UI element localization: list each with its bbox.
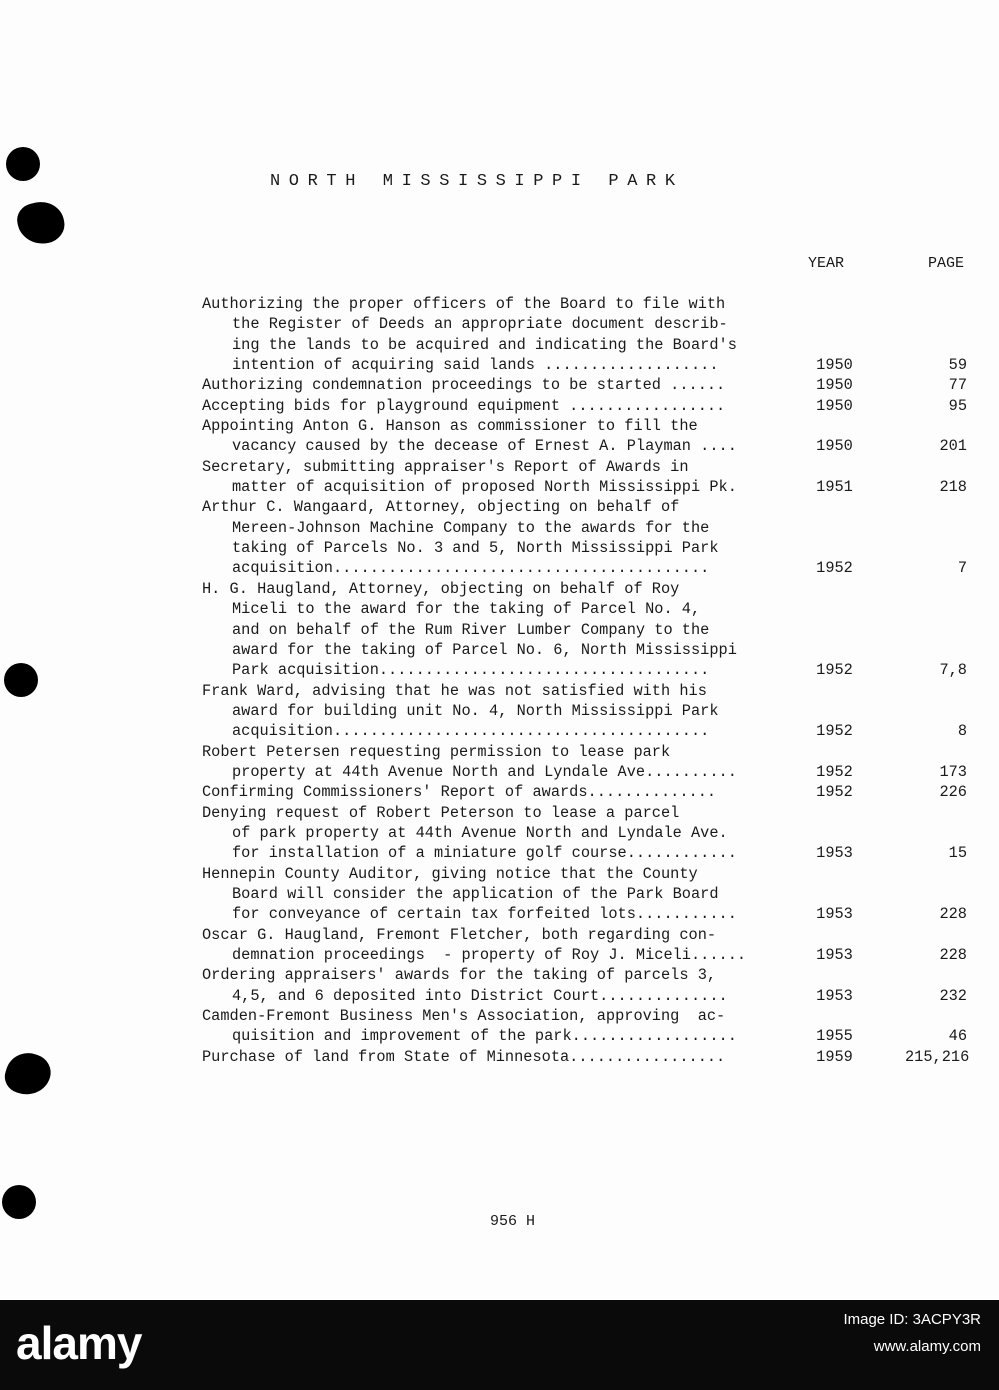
entry-text: property at 44th Avenue North and Lyndale Ave.......... xyxy=(232,762,737,781)
entry-line xyxy=(0,1026,999,1046)
entry-text: matter of acquisition of proposed North Mississippi Pk. xyxy=(232,478,737,497)
entry-line xyxy=(0,436,999,456)
entry-line xyxy=(0,314,999,334)
entry-line xyxy=(0,477,999,497)
year-column-header: YEAR xyxy=(808,255,845,272)
entry-page: 59 xyxy=(948,356,967,375)
entry-text: taking of Parcels No. 3 and 5, North Mississippi Park xyxy=(232,539,719,558)
entry-year: 1955 xyxy=(816,1027,853,1046)
entry-page: 15 xyxy=(948,844,967,863)
entry-page: 173 xyxy=(939,762,967,781)
watermark-site: www.alamy.com xyxy=(873,1338,981,1355)
entry-year: 1950 xyxy=(816,396,853,415)
entry-page: 232 xyxy=(939,986,967,1005)
entry-text: Ordering appraisers' awards for the taking of parcels 3, xyxy=(202,966,717,985)
entry-page: 218 xyxy=(939,478,967,497)
entry-page: 201 xyxy=(939,437,967,456)
entry-page: 7,8 xyxy=(939,661,967,680)
entry-line xyxy=(0,294,999,314)
page-title: NORTH MISSISSIPPI PARK xyxy=(270,172,684,191)
entry-year: 1953 xyxy=(816,905,853,924)
entry-page: 8 xyxy=(957,722,967,741)
entry-year: 1953 xyxy=(816,946,853,964)
entry-text: Park acquisition.................................... xyxy=(232,661,710,680)
entry-text: of park property at 44th Avenue North and Lyndale Ave. xyxy=(232,823,728,842)
entry-page: 95 xyxy=(948,396,967,415)
entry-line xyxy=(0,701,999,721)
entry-page: 215,216 xyxy=(905,1047,970,1066)
entry-line xyxy=(0,782,999,802)
entry-text: and on behalf of the Rum River Lumber Company to the xyxy=(232,620,710,639)
entry-text: for conveyance of certain tax forfeited lots........... xyxy=(232,905,737,924)
entry-text: Arthur C. Wangaard, Attorney, objecting on behalf of xyxy=(202,498,680,517)
entry-text: Miceli to the award for the taking of Parcel No. 4, xyxy=(232,600,701,619)
entry-text: demnation proceedings - property of Roy J. Miceli...... xyxy=(232,946,747,964)
entry-text: the Register of Deeds an appropriate document describ- xyxy=(232,315,728,334)
entry-text: Appointing Anton G. Hanson as commissioner to fill the xyxy=(202,417,698,436)
entry-year: 1953 xyxy=(816,986,853,1005)
entry-text: Secretary, submitting appraiser's Report of Awards in xyxy=(202,457,689,476)
entry-text: Authorizing the proper officers of the Board to file with xyxy=(202,295,726,313)
entry-year: 1951 xyxy=(816,478,853,497)
entry-line xyxy=(0,945,999,965)
entry-page: 46 xyxy=(948,1027,967,1046)
entry-year: 1959 xyxy=(816,1047,853,1066)
entry-line xyxy=(0,660,999,680)
entry-line xyxy=(0,884,999,904)
entry-line xyxy=(0,1047,999,1067)
entry-text: Denying request of Robert Peterson to lease a parcel xyxy=(202,803,680,822)
entry-text: Oscar G. Haugland, Fremont Fletcher, both regarding con- xyxy=(202,925,717,944)
entry-page: 226 xyxy=(939,783,967,802)
entry-line xyxy=(0,986,999,1006)
entry-year: 1952 xyxy=(816,559,853,578)
entry-line xyxy=(0,558,999,578)
entry-line xyxy=(0,396,999,416)
entry-year: 1950 xyxy=(816,376,853,395)
entry-text: quisition and improvement of the park.................. xyxy=(232,1027,737,1046)
entry-line xyxy=(0,599,999,619)
entry-line xyxy=(0,457,999,477)
entry-text: acquisition......................................... xyxy=(232,559,710,578)
entry-text: for installation of a miniature golf course............ xyxy=(232,844,737,863)
entry-text: Purchase of land from State of Minnesota................. xyxy=(202,1047,726,1066)
entry-line xyxy=(0,843,999,863)
page-column-header: PAGE xyxy=(928,255,965,272)
entry-line xyxy=(0,925,999,945)
entry-text: Robert Petersen requesting permission to lease park xyxy=(202,742,671,761)
entry-text: Frank Ward, advising that he was not satisfied with his xyxy=(202,681,707,700)
entry-text: intention of acquiring said lands ................... xyxy=(232,356,719,375)
entry-line xyxy=(0,579,999,599)
entry-year: 1952 xyxy=(816,722,853,741)
entry-text: H. G. Haugland, Attorney, objecting on behalf of Roy xyxy=(202,579,680,598)
entry-line xyxy=(0,538,999,558)
entry-text: Mereen-Johnson Machine Company to the awards for the xyxy=(232,518,710,537)
entry-text: vacancy caused by the decease of Ernest A. Playman .... xyxy=(232,437,737,456)
entry-line xyxy=(0,497,999,517)
entry-line xyxy=(0,1006,999,1026)
entry-line xyxy=(0,823,999,843)
entry-year: 1952 xyxy=(816,661,853,680)
entry-text: Hennepin County Auditor, giving notice that the County xyxy=(202,864,698,883)
entry-line xyxy=(0,904,999,924)
entry-line xyxy=(0,864,999,884)
entry-text: Authorizing condemnation proceedings to be started ...... xyxy=(202,376,726,395)
entry-page: 77 xyxy=(948,376,967,395)
entry-text: acquisition......................................... xyxy=(232,722,710,741)
entry-line xyxy=(0,803,999,823)
entry-line xyxy=(0,762,999,782)
watermark-image-id: Image ID: 3ACPY3R xyxy=(843,1311,981,1328)
entry-line xyxy=(0,640,999,660)
entry-text: award for the taking of Parcel No. 6, North Mississippi xyxy=(232,640,737,659)
entry-page: 228 xyxy=(939,946,967,964)
watermark-info xyxy=(843,1306,981,1360)
entry-text: Confirming Commissioners' Report of awards.............. xyxy=(202,783,717,802)
entry-line xyxy=(0,518,999,538)
entry-text: 4,5, and 6 deposited into District Court.............. xyxy=(232,986,728,1005)
entry-year: 1950 xyxy=(816,437,853,456)
entry-line xyxy=(0,721,999,741)
entry-year: 1952 xyxy=(816,762,853,781)
entry-year: 1952 xyxy=(816,783,853,802)
watermark-logo: alamy xyxy=(16,1317,142,1369)
entry-text: Accepting bids for playground equipment ................. xyxy=(202,396,726,415)
entry-year: 1953 xyxy=(816,844,853,863)
entry-text: ing the lands to be acquired and indicating the Board's xyxy=(232,335,737,354)
entry-page: 7 xyxy=(957,559,967,578)
binder-hole-1 xyxy=(6,147,40,181)
entry-line xyxy=(0,335,999,355)
torn-corner-1 xyxy=(14,198,68,249)
entry-line xyxy=(0,416,999,436)
index-entries xyxy=(0,294,999,1067)
entry-text: Camden-Fremont Business Men's Association, approving ac- xyxy=(202,1007,726,1026)
page-number: 956 H xyxy=(490,1213,536,1230)
entry-line xyxy=(0,742,999,762)
entry-page: 228 xyxy=(939,905,967,924)
entry-line xyxy=(0,965,999,985)
entry-year: 1950 xyxy=(816,356,853,375)
entry-text: Board will consider the application of the Park Board xyxy=(232,884,719,903)
entry-text: award for building unit No. 4, North Mississippi Park xyxy=(232,701,719,720)
entry-line xyxy=(0,681,999,701)
entry-line xyxy=(0,375,999,395)
entry-line xyxy=(0,355,999,375)
entry-line xyxy=(0,620,999,640)
binder-hole-3 xyxy=(2,1185,36,1219)
